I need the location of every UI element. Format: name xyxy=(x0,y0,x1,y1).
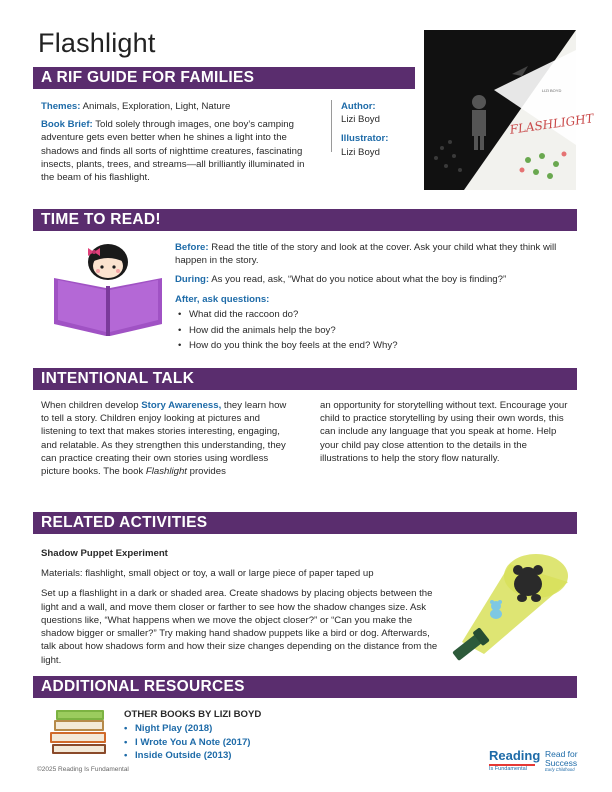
girl-reading-icon xyxy=(46,234,166,338)
section-band-intentional-talk: INTENTIONAL TALK xyxy=(33,368,577,390)
book-link-night-play[interactable]: • Night Play (2018) xyxy=(124,722,374,735)
talk-right-column xyxy=(320,399,574,465)
during-text: As you read, ask, “What do you notice about what the boy is finding?” xyxy=(209,274,507,286)
before-label: Before: xyxy=(175,242,209,253)
talk-paragraph-right: an opportunity for storytelling without text. Encourage your child to practice storytelling by using their own words, this can include any language that you speak at home. Help your child pay close attention to the details in the illustrations to help the story flow naturally. xyxy=(320,400,568,464)
talk-paragraph-left xyxy=(41,399,292,478)
themes-label: Themes: xyxy=(41,101,81,112)
girl-reading-illustration xyxy=(46,234,166,338)
page-title: Flashlight xyxy=(38,28,156,58)
before-text: Read the title of the story and look at the cover. Ask your child what they think will happen in the story. xyxy=(175,242,557,267)
read-for-success-logo xyxy=(545,750,585,772)
credits xyxy=(341,100,411,159)
rfs-logo-line3: Early Childhood xyxy=(545,767,575,773)
rfs-logo-line1: Read for xyxy=(545,749,578,759)
rif-logo xyxy=(489,749,539,773)
after-label: After, ask questions: xyxy=(175,293,270,305)
section-band-time-to-read: TIME TO READ! xyxy=(33,209,577,231)
before-paragraph xyxy=(175,241,575,267)
flashlight-icon xyxy=(450,546,570,661)
author-label: Author: xyxy=(341,101,376,112)
brief-label: Book Brief: xyxy=(41,119,93,131)
book-stack-icon xyxy=(48,708,110,756)
talk-left-column xyxy=(41,399,292,478)
book-cover xyxy=(424,30,595,190)
book-cover-art xyxy=(424,30,595,190)
author-divider xyxy=(331,100,332,152)
time-to-read-content xyxy=(175,241,575,355)
list-item: • How did the animals help the boy? xyxy=(177,324,575,337)
section-band-related-activities: RELATED ACTIVITIES xyxy=(33,512,577,534)
activity-materials: Materials: flashlight, small object or toy, a wall or large piece of paper taped up xyxy=(41,568,374,580)
flashlight-illustration xyxy=(450,546,570,661)
themes-line xyxy=(41,100,313,113)
book-info xyxy=(41,100,313,184)
brief-text: Told solely through images, one boy’s camping adventure gets even better when he shines a light into the shadows and finds all sorts of nighttime creatures, fascinating insects, plants, trees, and streams—all brilliantly illuminated in the beam of his flashlight. xyxy=(41,119,305,184)
activity-instructions: Set up a flashlight in a dark or shaded area. Create shadows by placing objects between the light and a wall, and move them closer or farther to see how the shadow changes size. Ask questions like, “What happens when we move the object closer?” or “Can you make the shadow bigger or smaller?” Try making hand shadow puppets like a bird or dog. Afterwards, talk about how shadows form and how their size changes depending on the distance from the light. xyxy=(41,588,438,666)
section-band-additional-resources: ADDITIONAL RESOURCES xyxy=(33,676,577,698)
other-books-heading: OTHER BOOKS BY LIZI BOYD xyxy=(124,709,262,720)
section-band-rif-guide: A RIF GUIDE FOR FAMILIES xyxy=(33,67,415,89)
question-list xyxy=(177,308,575,353)
cover-author: LIZI BOYD xyxy=(542,88,562,93)
illustrator-label: Illustrator: xyxy=(341,133,389,145)
talk-text-3: provides xyxy=(186,466,226,478)
story-awareness-term: Story Awareness, xyxy=(141,400,222,411)
cover-title: FLASHLIGHT xyxy=(508,111,595,137)
book-link-i-wrote-you-a-note[interactable]: • I Wrote You A Note (2017) xyxy=(124,736,374,749)
themes-text: Animals, Exploration, Light, Nature xyxy=(80,101,231,112)
book-link-inside-outside[interactable]: • Inside Outside (2013) xyxy=(124,749,374,762)
talk-text-1: When children develop xyxy=(41,400,142,411)
list-item: • What did the raccoon do? xyxy=(177,308,575,321)
during-label: During: xyxy=(175,274,210,286)
talk-text-2: they learn how to tell a story. Children enjoy looking at pictures and listening to text that makes stories interesting, engaging, and relatable. As they strengthen this understanding, they can practice creating their own stories using wordless picture books. The book xyxy=(41,400,287,478)
illustrator-name: Lizi Boyd xyxy=(341,146,380,158)
copyright: ©2025 Reading Is Fundamental xyxy=(37,766,129,773)
book-title-italic: Flashlight xyxy=(145,466,187,478)
author-name: Lizi Boyd xyxy=(341,114,380,126)
rif-logo-bottom: Is Fundamental xyxy=(489,766,527,772)
activity-heading: Shadow Puppet Experiment xyxy=(41,548,168,559)
rif-logo-top: Reading xyxy=(489,748,541,763)
books-list xyxy=(124,722,374,762)
other-books xyxy=(124,708,374,763)
list-item: • How do you think the boy feels at the end? Why? xyxy=(177,339,575,352)
rfs-logo-line2: Success xyxy=(545,757,578,768)
book-brief xyxy=(41,118,313,184)
book-stack-illustration xyxy=(48,708,110,756)
activity-content xyxy=(41,547,441,667)
during-paragraph xyxy=(175,273,575,286)
